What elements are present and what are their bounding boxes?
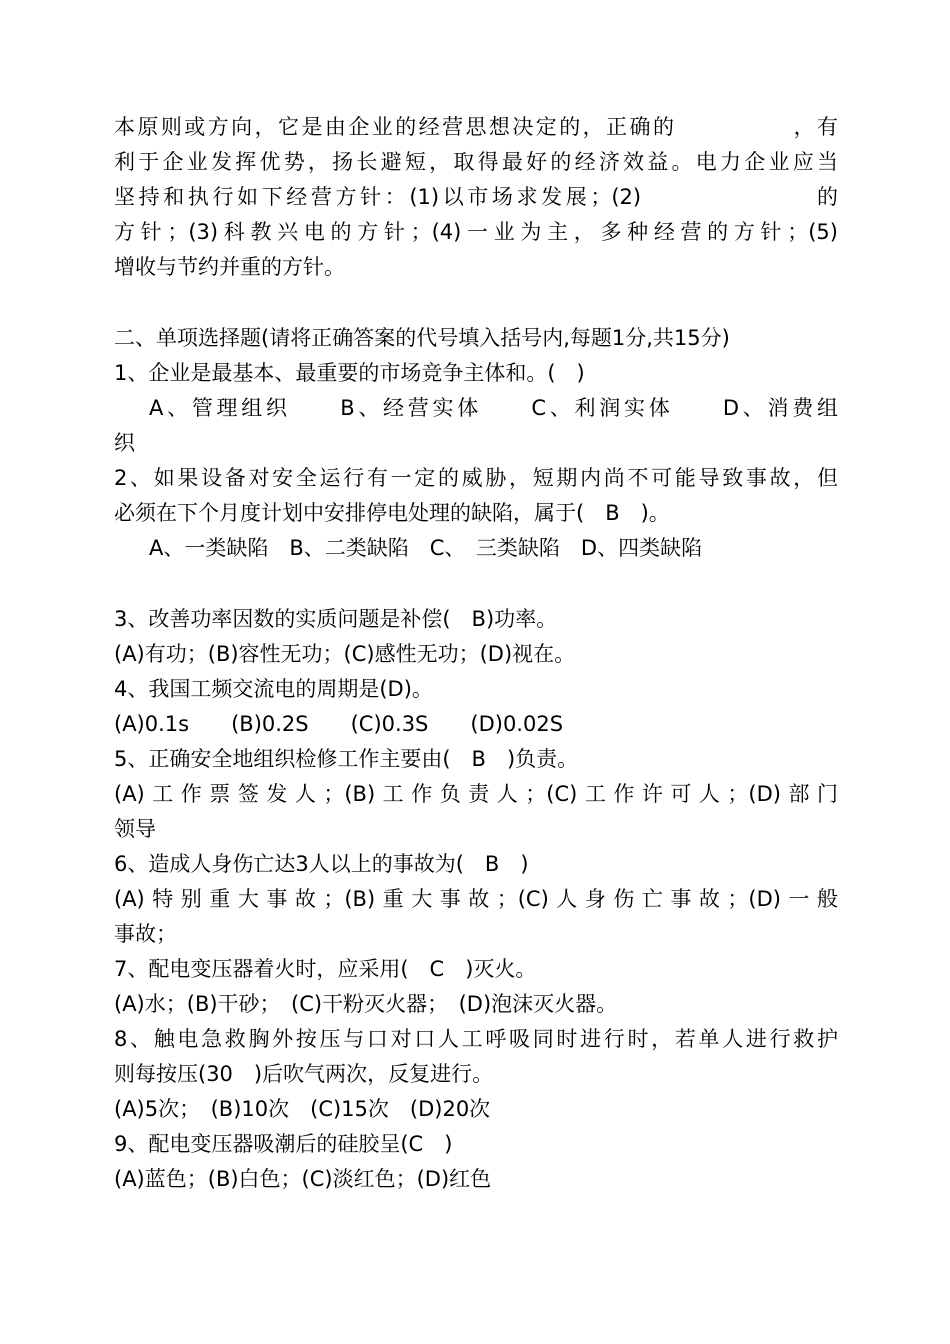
question-2: 2、如果设备对安全运行有一定的威胁，短期内尚不可能导致事故，但 <box>114 466 838 490</box>
question-9-options: (A)蓝色；(B)白色；(C)淡红色；(D)红色 <box>114 1167 492 1191</box>
question-3: 3、改善功率因数的实质问题是补偿( B)功率。 <box>114 607 558 631</box>
question-8-options: (A)5次； (B)10次 (C)15次 (D)20次 <box>114 1097 491 1121</box>
text-line: 利于企业发挥优势，扬长避短，取得最好的经济效益。电力企业应当 <box>114 150 838 174</box>
question-5-options-cont: 领导 <box>114 817 156 841</box>
question-6-options: (A)特别重大事故；(B)重大事故；(C)人身伤亡事故；(D)一般 <box>114 887 838 911</box>
question-4-options: (A)0.1s (B)0.2S (C)0.3S (D)0.02S <box>114 712 564 736</box>
text-line: 坚持和执行如下经营方针：(1)以市场求发展；(2) 的 <box>114 185 838 209</box>
question-5: 5、正确安全地组织检修工作主要由( B )负责。 <box>114 747 579 771</box>
question-8-cont: 则每按压(30 )后吹气两次，反复进行。 <box>114 1062 494 1086</box>
question-1: 1、企业是最基本、最重要的市场竞争主体和。( ) <box>114 361 585 385</box>
text-line: 本原则或方向，它是由企业的经营思想决定的，正确的 ，有 <box>114 115 838 139</box>
section-heading: 二、单项选择题(请将正确答案的代号填入括号内,每题1分,共15分) <box>114 326 730 350</box>
question-1-options: A、管理组织 B、经营实体 C、利润实体 D、消费组 <box>149 396 838 420</box>
question-2-options: A、一类缺陷 B、二类缺陷 C、 三类缺陷 D、四类缺陷 <box>149 536 703 560</box>
question-5-options: (A)工作票签发人；(B)工作负责人；(C)工作许可人；(D)部门 <box>114 782 838 806</box>
text-line: 增收与节约并重的方针。 <box>114 255 345 279</box>
question-9: 9、配电变压器吸潮后的硅胶呈(C ) <box>114 1132 453 1156</box>
question-7-options: (A)水；(B)干砂； (C)干粉灭火器； (D)泡沫灭火器。 <box>114 992 618 1016</box>
question-6-options-cont: 事故； <box>114 922 177 946</box>
question-6: 6、造成人身伤亡达3人以上的事故为( B ) <box>114 852 529 876</box>
question-1-options-cont: 织 <box>114 431 135 455</box>
text-line: 方针；(3)科教兴电的方针；(4)一业为主，多种经营的方针；(5) <box>114 220 838 244</box>
question-4: 4、我国工频交流电的周期是(D)。 <box>114 677 433 701</box>
question-3-options: (A)有功；(B)容性无功；(C)感性无功；(D)视在。 <box>114 642 576 666</box>
question-7: 7、配电变压器着火时，应采用( C )灭火。 <box>114 957 537 981</box>
question-8: 8、触电急救胸外按压与口对口人工呼吸同时进行时，若单人进行救护 <box>114 1027 838 1051</box>
question-2-cont: 必须在下个月度计划中安排停电处理的缺陷，属于( B )。 <box>114 501 670 525</box>
